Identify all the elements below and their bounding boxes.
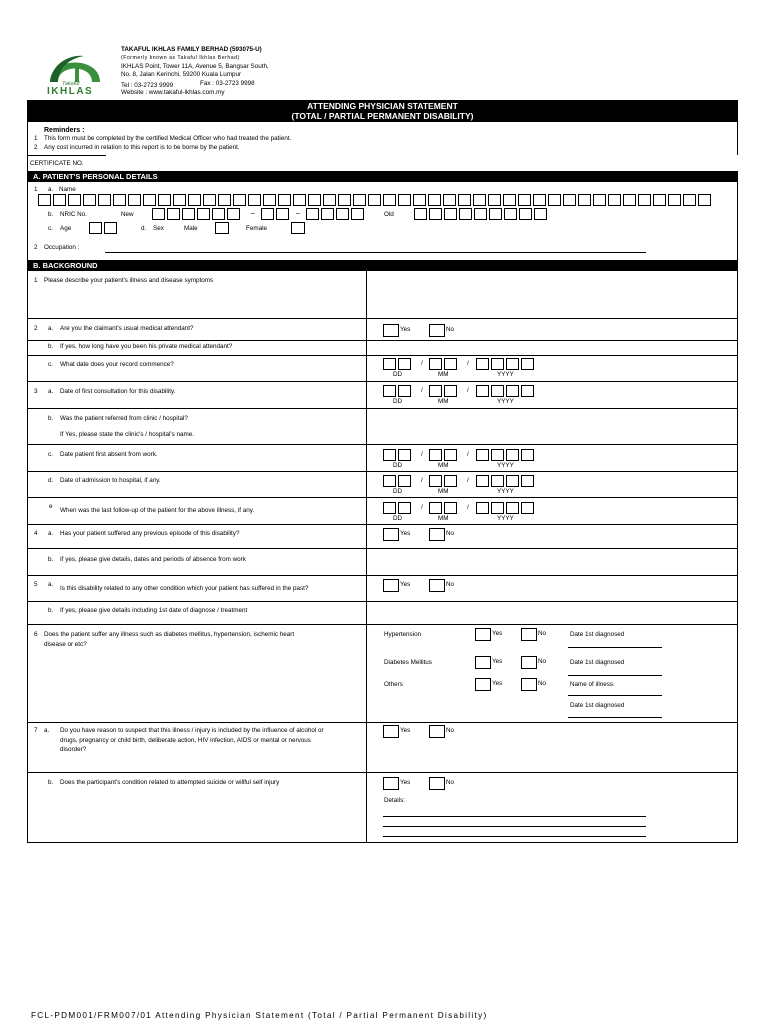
frame-bottom [27, 842, 738, 843]
others-yes-checkbox[interactable] [475, 678, 491, 691]
date-dd-cells[interactable] [383, 475, 413, 487]
dd-label: DD [393, 462, 403, 469]
column-divider [366, 271, 367, 842]
yes-label: Yes [400, 581, 411, 588]
item-letter: b. [48, 343, 54, 350]
item-letter: b. [48, 415, 54, 422]
date-mm-cells[interactable] [429, 385, 459, 397]
nric-new-label: New [121, 211, 134, 218]
section-a-header: A. PATIENT'S PERSONAL DETAILS [27, 171, 738, 182]
yes-label: Yes [492, 680, 503, 687]
hypertension-yes-checkbox[interactable] [475, 628, 491, 641]
date-slash: / [467, 360, 469, 367]
diabetes-label: Diabetes Mellitus [384, 659, 432, 666]
question-number: 4 [34, 530, 38, 537]
item-letter: a. [48, 581, 54, 588]
hypertension-no-checkbox[interactable] [521, 628, 537, 641]
q4a-no-checkbox[interactable] [429, 528, 445, 541]
q5a-yes-checkbox[interactable] [383, 579, 399, 592]
divider [27, 575, 738, 576]
yes-label: Yes [400, 326, 411, 333]
item-letter: c. [48, 361, 53, 368]
address-line-1: IKHLAS Point, Tower 11A, Avenue 5, Bangsar South, [121, 63, 269, 70]
q2b-how-long: If yes, how long have you been his private medical attendant? [60, 343, 233, 350]
fax-number: Fax : 03-2723 9998 [200, 80, 255, 87]
date-dd-cells[interactable] [383, 385, 413, 397]
female-checkbox[interactable] [291, 222, 305, 234]
diabetes-date-label: Date 1st diagnosed [570, 659, 625, 666]
question-number: 1 [34, 186, 38, 193]
sex-label: Sex [153, 225, 164, 232]
mm-label: MM [438, 462, 449, 469]
company-formerly: (Formerly known as Takaful Ikhlas Berhad) [121, 55, 240, 61]
date-slash: / [421, 477, 423, 484]
question-number: 6 [34, 631, 38, 638]
others-date-field[interactable] [568, 717, 662, 718]
date-yyyy-cells[interactable] [476, 385, 536, 397]
website: Website : www.takaful-ikhlas.com.my [121, 89, 225, 96]
reminder-2: Any cost incurred in relation to this report is to be borne by the patient. [44, 144, 240, 151]
yyyy-label: YYYY [497, 398, 514, 405]
details-field-line-3[interactable] [383, 836, 646, 837]
divider [27, 601, 738, 602]
q4a-previous-episode: Has your patient suffered any previous episode of this disability? [60, 530, 240, 537]
q3d-admission-date: Date of admission to hospital, if any. [60, 477, 161, 484]
date-dd-cells[interactable] [383, 358, 413, 370]
others-label: Others [384, 681, 403, 688]
item-letter: a. [48, 186, 54, 193]
nric-new-cells-2[interactable] [261, 208, 291, 220]
yyyy-label: YYYY [497, 488, 514, 495]
question-number: 1 [34, 277, 38, 284]
q5a-related-condition: Is this disability related to any other condition which your patient has suffered in the past? [60, 585, 309, 592]
yes-label: Yes [400, 779, 411, 786]
no-label: No [446, 727, 455, 734]
item-letter: a. [48, 388, 54, 395]
diabetes-no-checkbox[interactable] [521, 656, 537, 669]
occupation-field[interactable] [105, 252, 646, 253]
q6-illness-line-2: disease or etc? [44, 641, 87, 648]
address-line-2: No. 8, Jalan Kerinchi, 59200 Kuala Lumpur [121, 71, 242, 78]
no-label: No [446, 581, 455, 588]
form-footer-reference: FCL-PDM001/FRM007/01 Attending Physician Statement (Total / Partial Permanent Disability) [31, 1011, 488, 1020]
hypertension-label: Hypertension [384, 631, 422, 638]
date-slash: / [467, 477, 469, 484]
female-label: Female [246, 225, 267, 232]
q2a-usual-attendant: Are you the claimant's usual medical attendant? [60, 325, 194, 332]
q6-illness-line-1: Does the patient suffer any illness such as diabetes mellitus, hypertension, ischemic heart [44, 631, 295, 638]
q4b-details: If yes, please give details, dates and periods of absence from work [60, 556, 246, 563]
no-label: No [446, 530, 455, 537]
mm-label: MM [438, 515, 449, 522]
divider [27, 318, 738, 319]
item-letter: b. [48, 607, 54, 614]
q4a-yes-checkbox[interactable] [383, 528, 399, 541]
name-cells[interactable] [38, 194, 713, 206]
age-cells[interactable] [89, 222, 119, 234]
date-yyyy-cells[interactable] [476, 502, 536, 514]
q7a-no-checkbox[interactable] [429, 725, 445, 738]
details-field-line-1[interactable] [383, 816, 646, 817]
yes-label: Yes [492, 630, 503, 637]
reminder-number: 2 [34, 144, 38, 151]
separator: – [251, 210, 255, 217]
date-yyyy-cells[interactable] [476, 475, 536, 487]
question-number: 7 [34, 727, 38, 734]
details-label: Details: [384, 797, 405, 804]
date-slash: / [421, 504, 423, 511]
form-title [27, 100, 738, 122]
divider [27, 497, 738, 498]
q7b-yes-checkbox[interactable] [383, 777, 399, 790]
item-letter: c. [48, 225, 53, 232]
certificate-field[interactable] [106, 155, 738, 171]
company-logo [44, 46, 106, 98]
diabetes-yes-checkbox[interactable] [475, 656, 491, 669]
no-label: No [538, 680, 547, 687]
divider [27, 340, 738, 341]
frame-right [737, 122, 738, 843]
q2a-yes-checkbox[interactable] [383, 324, 399, 337]
q7a-yes-checkbox[interactable] [383, 725, 399, 738]
q3e-last-follow-up: When was the last follow-up of the patient for the above illness, if any. [60, 507, 255, 514]
divider [27, 524, 738, 525]
date-dd-cells[interactable] [383, 449, 413, 461]
no-label: No [538, 658, 547, 665]
q3a-first-consultation: Date of first consultation for this disability. [60, 388, 176, 395]
q1-illness-description: Please describe your patient's illness and disease symptoms [44, 277, 214, 284]
dd-label: DD [393, 398, 403, 405]
nric-old-cells[interactable] [414, 208, 549, 220]
hypertension-date-label: Date 1st diagnosed [570, 631, 625, 638]
separator: – [296, 210, 300, 217]
no-label: No [446, 779, 455, 786]
form-title-line-2: (TOTAL / PARTIAL PERMANENT DISABILITY) [291, 111, 474, 121]
divider [27, 355, 738, 356]
others-no-checkbox[interactable] [521, 678, 537, 691]
date-slash: / [467, 387, 469, 394]
phone-number: Tel : 03-2723 9999 [121, 82, 174, 89]
q5b-details: If yes, please give details including 1st date of diagnose / treatment [60, 607, 248, 614]
date-mm-cells[interactable] [429, 502, 459, 514]
divider [27, 722, 738, 723]
date-mm-cells[interactable] [429, 449, 459, 461]
item-letter: d. [48, 477, 54, 484]
date-yyyy-cells[interactable] [476, 449, 536, 461]
date-mm-cells[interactable] [429, 358, 459, 370]
company-name: TAKAFUL IKHLAS FAMILY BERHAD (593075-U) [121, 46, 262, 53]
yes-label: Yes [400, 530, 411, 537]
date-mm-cells[interactable] [429, 475, 459, 487]
hypertension-date-field[interactable] [568, 647, 662, 648]
certificate-label: CERTIFICATE NO. [30, 160, 84, 167]
divider [27, 444, 738, 445]
q3b-clinic-name: If Yes, please state the clinic's / hospital's name. [60, 431, 195, 438]
frame-left [27, 122, 28, 843]
q7a-line-2: drugs, pregnancy or child birth, deliberate action, HIV infection, AIDS or mental or nervous [60, 737, 311, 744]
dd-label: DD [393, 371, 403, 378]
item-letter: a. [44, 727, 50, 734]
q7b-self-injury: Does the participant's condition related to attempted suicide or willful self injury [60, 779, 280, 786]
date-slash: / [467, 504, 469, 511]
divider [27, 408, 738, 409]
date-slash: / [467, 451, 469, 458]
q3c-first-absent: Date patient first absent from work. [60, 451, 158, 458]
no-label: No [446, 326, 455, 333]
dd-label: DD [393, 488, 403, 495]
date-slash: / [421, 451, 423, 458]
male-checkbox[interactable] [215, 222, 229, 234]
nric-old-label: Old [384, 211, 394, 218]
illness-name-field[interactable] [568, 695, 662, 696]
item-letter: a. [48, 530, 54, 537]
illness-name-label: Name of illness: [570, 681, 615, 688]
reminders-heading: Reminders : [44, 127, 85, 134]
diabetes-date-field[interactable] [568, 675, 662, 676]
mm-label: MM [438, 398, 449, 405]
q5a-no-checkbox[interactable] [429, 579, 445, 592]
yes-label: Yes [492, 658, 503, 665]
male-label: Male [184, 225, 198, 232]
divider [27, 772, 738, 773]
logo-brand-text: IKHLAS [47, 86, 94, 97]
date-yyyy-cells[interactable] [476, 358, 536, 370]
q7a-line-3: disorder? [60, 746, 87, 753]
item-letter: d. [141, 225, 147, 232]
section-b-header: B. BACKGROUND [27, 260, 738, 271]
yes-label: Yes [400, 727, 411, 734]
date-slash: / [421, 387, 423, 394]
q7b-no-checkbox[interactable] [429, 777, 445, 790]
date-dd-cells[interactable] [383, 502, 413, 514]
mm-label: MM [438, 371, 449, 378]
nric-label: NRIC No. [60, 211, 87, 218]
nric-new-cells-3[interactable] [306, 208, 366, 220]
q3b-referred: Was the patient referred from clinic / hospital? [60, 415, 188, 422]
q2c-record-date: What date does your record commence? [60, 361, 174, 368]
divider [27, 548, 738, 549]
details-field-line-2[interactable] [383, 826, 646, 827]
mm-label: MM [438, 488, 449, 495]
item-letter: a. [48, 325, 54, 332]
yyyy-label: YYYY [497, 462, 514, 469]
item-letter: b. [48, 211, 54, 218]
question-number: 3 [34, 388, 38, 395]
reminder-1: This form must be completed by the certified Medical Officer who had treated the patient. [44, 135, 292, 142]
reminder-number: 1 [34, 135, 38, 142]
question-number: 5 [34, 581, 38, 588]
question-number: 2 [34, 325, 38, 332]
item-letter: e [49, 503, 53, 510]
no-label: No [538, 630, 547, 637]
item-letter: c. [48, 451, 53, 458]
date-slash: / [421, 360, 423, 367]
age-label: Age [60, 225, 72, 232]
nric-new-cells-1[interactable] [152, 208, 242, 220]
q7a-line-1: Do you have reason to suspect that this illness / injury is included by the influence of alcohol or [60, 727, 324, 734]
logo-small-text: Takaful [62, 81, 80, 87]
form-title-line-1: ATTENDING PHYSICIAN STATEMENT [307, 101, 458, 111]
dd-label: DD [393, 515, 403, 522]
yyyy-label: YYYY [497, 371, 514, 378]
divider [27, 381, 738, 382]
yyyy-label: YYYY [497, 515, 514, 522]
occupation-label: Occupation : [44, 244, 80, 251]
item-letter: b. [48, 556, 54, 563]
q2a-no-checkbox[interactable] [429, 324, 445, 337]
item-letter: b. [48, 779, 54, 786]
others-date-label: Date 1st diagnosed [570, 702, 625, 709]
divider [27, 471, 738, 472]
name-label: Name [59, 186, 76, 193]
question-number: 2 [34, 244, 38, 251]
divider [27, 624, 738, 625]
